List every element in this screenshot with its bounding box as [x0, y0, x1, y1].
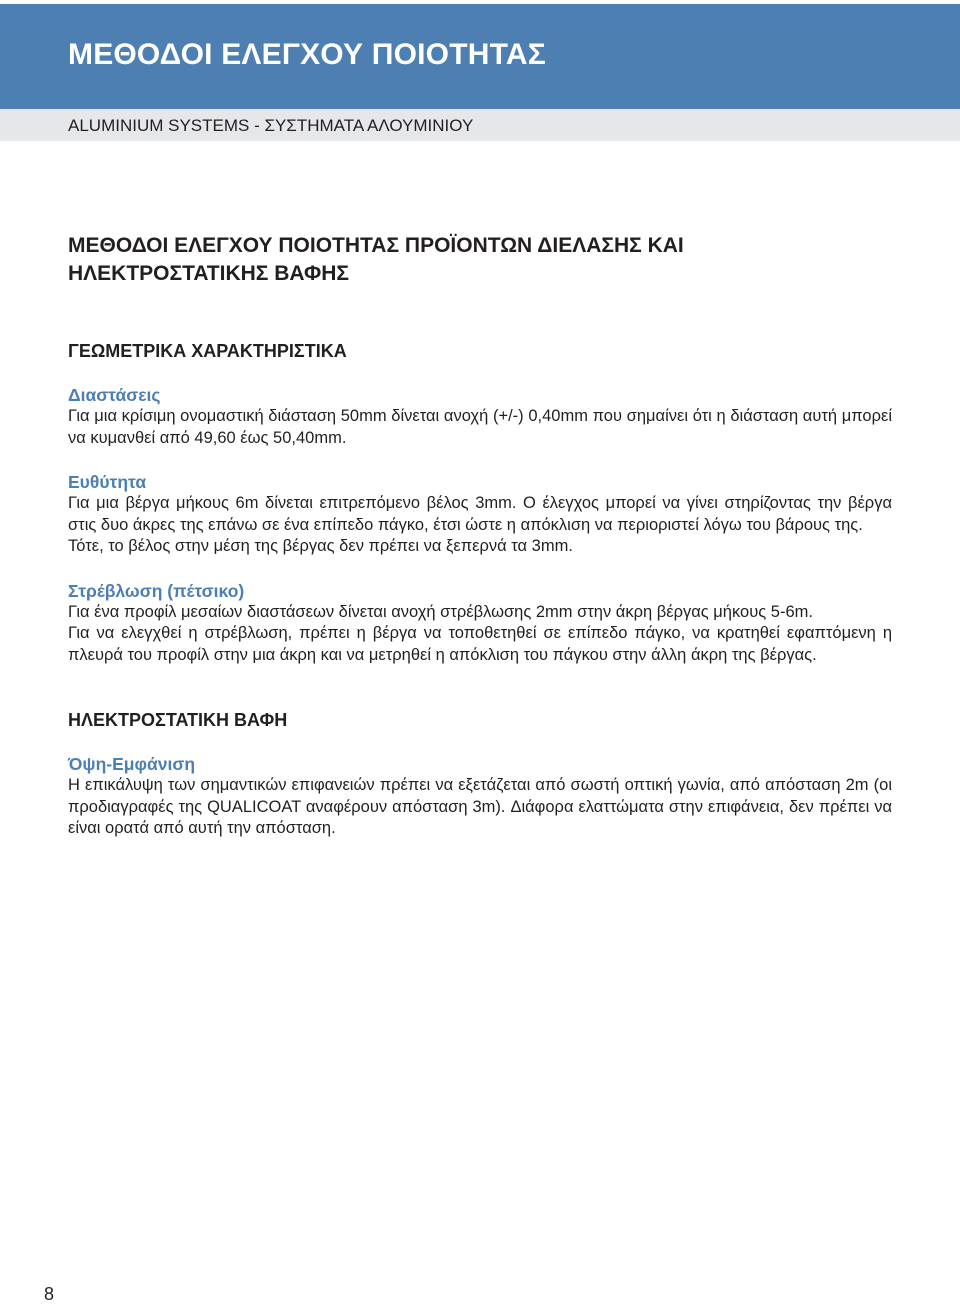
paragraph-straightness-1: Για μια βέργα μήκους 6m δίνεται επιτρεπόμενο βέλος 3mm. Ο έλεγχος μπορεί να γίνει στηρίζοντας την βέργα στις δυο άκρες της επάνω σε ένα επίπεδο πάγκο, έτσι ώστε η απόκλιση να περιοριστεί λόγω του βάρους της.: [68, 494, 892, 534]
document-title: ΜΕΘΟΔΟΙ ΕΛΕΓΧΟΥ ΠΟΙΟΤΗΤΑΣ ΠΡΟΪΟΝΤΩΝ ΔΙΕΛΑΣΗΣ ΚΑΙ ΗΛΕΚΤΡΟΣΤΑΤΙΚΗΣ ΒΑΦΗΣ: [68, 234, 684, 285]
subheading-twist: Στρέβλωση (πέτσικο): [68, 580, 245, 601]
subheading-appearance: Όψη-Εμφάνιση: [68, 754, 196, 774]
page-header-subtitle: ALUMINIUM SYSTEMS - ΣΥΣΤΗΜΑΤΑ ΑΛΟΥΜΙΝΙΟΥ: [68, 116, 474, 135]
page-number: 8: [44, 1284, 55, 1304]
section-heading-electrostatic: ΗΛΕΚΤΡΟΣΤΑΤΙΚΗ ΒΑΦΗ: [68, 710, 288, 730]
section-heading-geometric: ΓΕΩΜΕΤΡΙΚΑ ΧΑΡΑΚΤΗΡΙΣΤΙΚΑ: [68, 341, 347, 361]
paragraph-twist-1: Για ένα προφίλ μεσαίων διαστάσεων δίνεται ανοχή στρέβλωσης 2mm στην άκρη βέργας μήκους 5-6m.: [68, 602, 813, 621]
subheading-straightness: Ευθύτητα: [68, 472, 147, 492]
subheading-dimensions: Διαστάσεις: [68, 385, 161, 405]
paragraph-appearance: Η επικάλυψη των σημαντικών επιφανειών πρέπει να εξετάζεται από σωστή οπτική γωνία, από απόσταση 2m (οι προδιαγραφές της QUALICOAT αναφέρουν απόσταση 3m). Διάφορα ελαττώματα στην επιφάνεια, δεν πρέπει να είναι ορατά από αυτή την απόσταση.: [68, 776, 892, 837]
paragraph-twist-2: Για να ελεγχθεί η στρέβλωση, πρέπει η βέργα να τοποθετηθεί σε επίπεδο πάγκο, να κρατηθεί εφαπτόμενη η πλευρά του προφίλ στην μια άκρη και να μετρηθεί η απόκλιση του πάγκου στην άλλη άκρη της βέργας.: [68, 624, 892, 664]
paragraph-straightness-2: Τότε, το βέλος στην μέση της βέργας δεν πρέπει να ξεπερνά τα 3mm.: [68, 537, 573, 555]
paragraph-dimensions: Για μια κρίσιμη ονομαστική διάσταση 50mm δίνεται ανοχή (+/-) 0,40mm που σημαίνει ότι η διάσταση αυτή μπορεί να κυμανθεί από 49,60 έως 50,40mm.: [68, 407, 892, 447]
document-body: [68, 340, 892, 840]
page-header-title: ΜΕΘΟΔΟΙ ΕΛΕΓΧΟΥ ΠΟΙΟΤΗΤΑΣ: [68, 38, 546, 71]
